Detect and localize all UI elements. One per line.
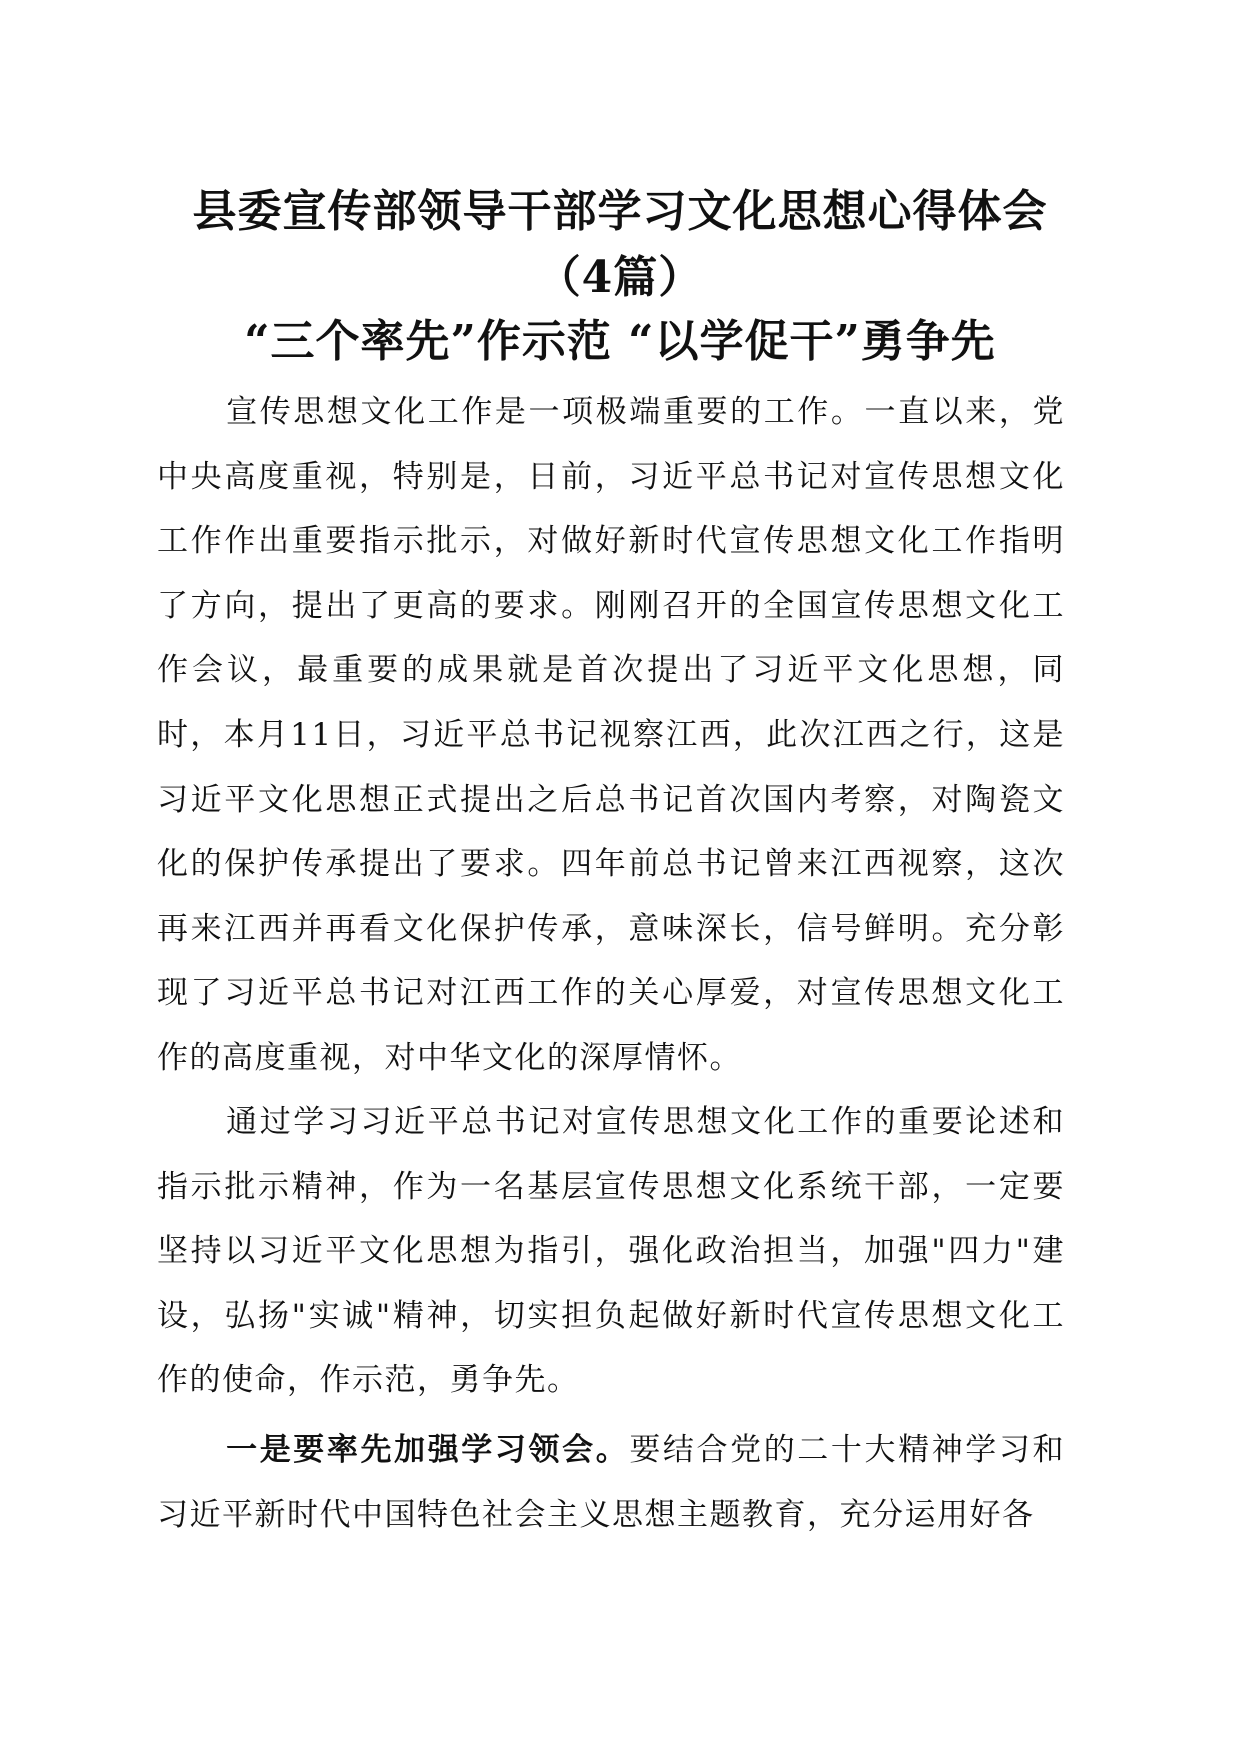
point-one-text: 要结合党的二十大精神学习和习近平新时代中国特色社会主义思想主题教育，充分运用好各 [157,1432,1066,1533]
point-one-heading: 一是要率先加强学习领会。 [225,1432,630,1468]
paragraph-intro [157,380,1065,1091]
paragraph-intro-text: 宣传思想文化工作是一项极端重要的工作。一直以来，党中央高度重视，特别是，日前，习近平总书记对宣传思想文化工作作出重要指示批示，对做好新时代宣传思想文化工作指明了方向，提出了更高的要求。刚刚召开的全国宣传思想文化工作会议，最重要的成果就是首次提出了习近平文化思想，同时，本月11日，习近平总书记视察江西，此次江西之行，这是习近平文化思想正式提出之后总书记首次国内考察，对陶瓷文化的保护传承提出了要求。四年前总书记曾来江西视察，这次再来江西并再看文化保护传承，意味深长，信号鲜明。充分彰现了习近平总书记对江西工作的关心厚爱，对宣传思想文化工作的高度重视，对中华文化的深厚情怀。 [157,394,1065,1076]
article-subtitle: “三个率先”作示范 “以学促干”勇争先 [244,316,996,367]
paragraph-study [157,1090,1065,1413]
paragraph-study-text: 通过学习习近平总书记对宣传思想文化工作的重要论述和指示批示精神，作为一名基层宣传思想文化系统干部，一定要坚持以习近平文化思想为指引，强化政治担当，加强"四力"建设，弘扬"实诚"精神，切实担负起做好新时代宣传思想文化工作的使命，作示范，勇争先。 [157,1104,1065,1399]
document-title-count: （4篇） [536,252,704,303]
paragraph-point-one [157,1418,1065,1547]
document-title: 县委宣传部领导干部学习文化思想心得体会 [192,186,1048,237]
